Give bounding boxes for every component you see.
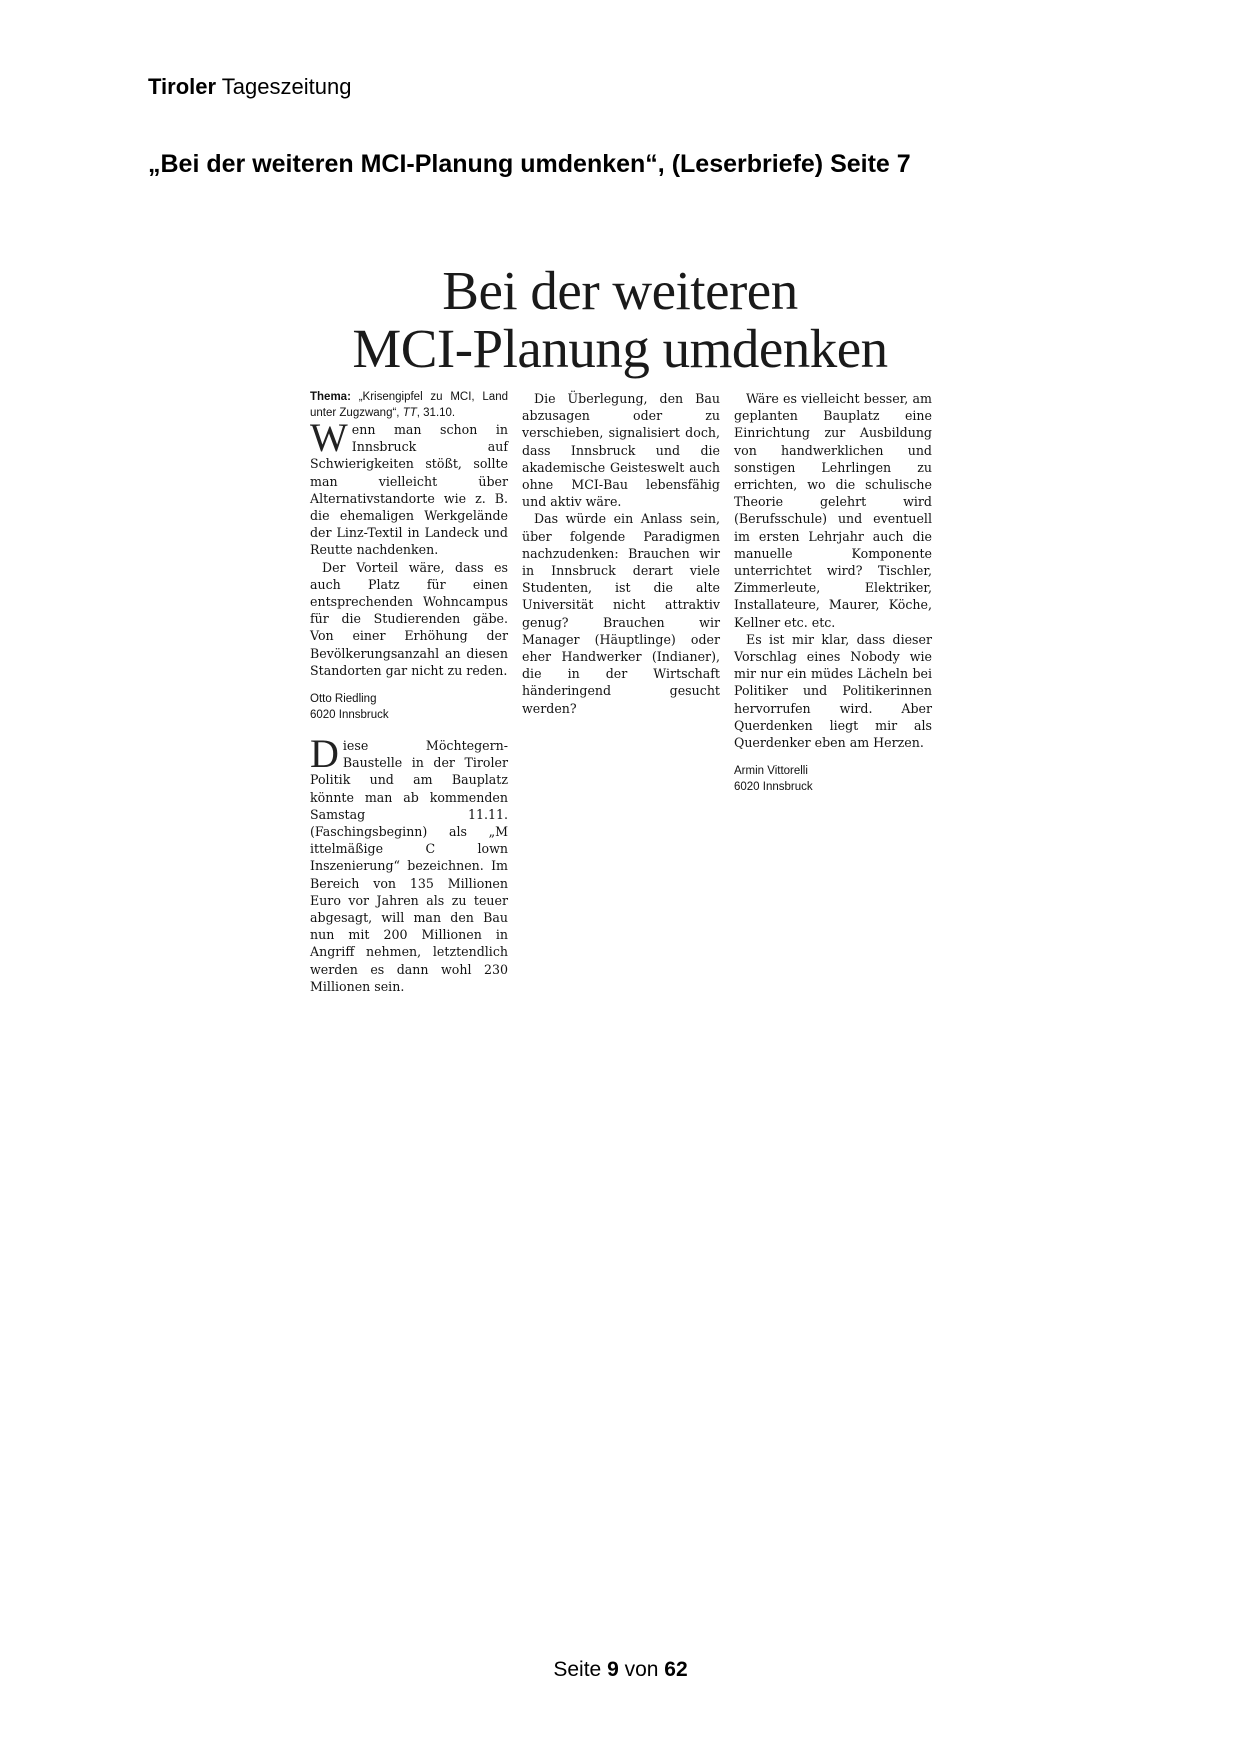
newspaper-clipping [300, 250, 940, 994]
document-title: „Bei der weiteren MCI-Planung umdenken“, (Leserbriefe) Seite 7 [148, 150, 911, 178]
topic-source: TT [402, 406, 417, 419]
letter-2-paragraph-1 [310, 731, 508, 995]
letter-1-signature [310, 691, 508, 723]
topic-label: Thema: [310, 391, 351, 403]
letter-1-text-1: enn man schon in Innsbruck auf Schwierigkeiten stößt, sollte man vielleicht über Alternativstandorte wie z. B. die ehemaligen Werkgelände der Linz-Textil in Landeck und Reutte nachdenken. [310, 422, 508, 558]
letter-2-paragraph-2: Die Überlegung, den Bau abzusagen oder zu verschieben, signalisiert doch, dass Innsbruck und die akademische Geisteswelt auch ohne MCI-Bau lebensfähig und aktiv wäre. [522, 391, 720, 510]
topic-text: „Krisengipfel zu MCI, Land unter Zugzwang“, [310, 391, 508, 419]
letter-2-dropcap: D [310, 731, 339, 777]
letter-2-text-1: iese Möchtegern-Baustelle in der Tiroler Politik und am Bauplatz könnte man ab kommenden Samstag 11.11. (Faschingsbeginn) als „M ittelmäßige C lown Inszenierung“ bezeichnen. Im Bereich von 135 Millionen Euro vor Jahren als zu teuer abgesagt, will man den Bau nun mit 200 Millionen in Angriff nehmen, letztendlich werden es dann wohl 230 Millionen sein. [310, 738, 508, 994]
letter-1-paragraph-1 [310, 415, 508, 559]
publication-name-rest: Tageszeitung [221, 74, 352, 99]
topic-reference [310, 390, 508, 421]
letter-2-paragraph-4: Wäre es vielleicht besser, am geplanten Bauplatz eine Einrichtung zur Ausbildung von handwerklichen und sonstigen Lehrlingen zu errichten, wo die schulische Theorie gelehrt wird (Berufsschule) und eventuell im ersten Lehrjahr auch die manuelle Komponente unterrichtet wird? Tischler, Zimmerleute, Elektriker, Installateure, Maurer, Köche, Kellner etc. etc. [734, 391, 932, 630]
headline-line-1: Bei der weiteren [442, 260, 798, 321]
topic-date: , 31.10. [416, 406, 456, 419]
letter-1-paragraph-2: Der Vorteil wäre, dass es auch Platz für einen entsprechenden Wohncampus für die Studierenden gäbe. Von einer Erhöhung der Bevölkerungsanzahl an diesen Standorten gar nicht zu reden. [310, 559, 508, 678]
footer-seite: Seite [553, 1658, 602, 1681]
letter-2-paragraph-5: Es ist mir klar, dass dieser Vorschlag eines Nobody wie mir nur ein müdes Lächeln bei Politiker und Politikerinnen hervorrufen wird. Aber Querdenken liegt mir als Querdenker eben am Herzen. [734, 631, 932, 751]
headline-line-2: MCI-Planung umdenken [352, 318, 888, 379]
footer-total-pages: 62 [664, 1658, 688, 1681]
letter-2-paragraph-3: Das würde ein Anlass sein, über folgende Paradigmen nachzudenken: Brauchen wir in Innsbruck derart viele Studenten, ist die alte Universität nicht attraktiv genug? Brauchen wir Manager (Häuptlinge) oder eher Handwerker (Indianer), die in der Wirtschaft händeringend gesucht werden? [522, 511, 720, 716]
letter-2-city: 6020 Innsbruck [734, 781, 813, 794]
footer-von: von [624, 1658, 659, 1681]
letter-1-city: 6020 Innsbruck [310, 709, 389, 722]
letter-1-dropcap: W [310, 415, 348, 460]
letter-2-signature [734, 763, 932, 795]
article-headline [300, 262, 940, 378]
page-footer [0, 1657, 1241, 1683]
letter-2-author: Armin Vittorelli [734, 765, 808, 778]
article-column-2 [522, 390, 720, 717]
footer-page-number: 9 [607, 1658, 619, 1681]
publication-name [148, 74, 351, 100]
article-column-1 [310, 390, 508, 995]
publication-name-bold: Tiroler [148, 74, 217, 99]
letter-1-author: Otto Riedling [310, 693, 377, 706]
article-column-3 [734, 390, 932, 809]
